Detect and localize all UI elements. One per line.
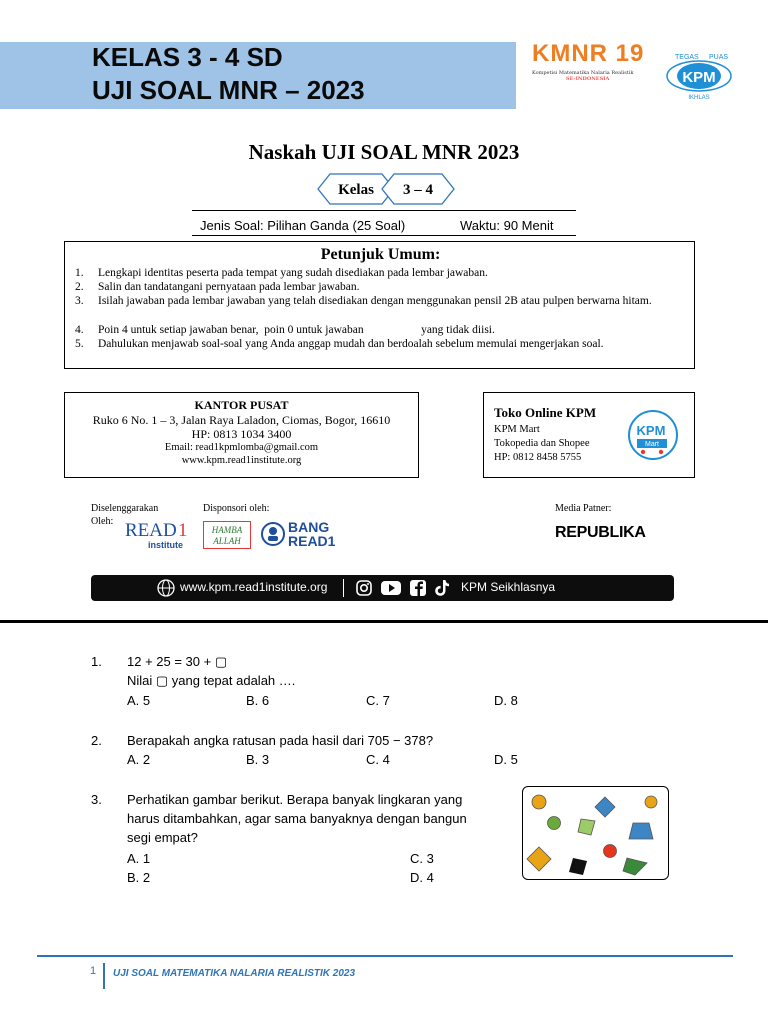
option-a[interactable]: A. 5 [127,693,151,708]
shop-title: Toko Online KPM [494,405,597,420]
option-a[interactable]: A. 2 [127,752,151,767]
parallelogram-shape [569,858,587,875]
footer-vertical-bar [103,963,105,989]
republika-logo: REPUBLIKA [555,524,646,541]
globe-icon [157,579,175,597]
instruction-number: 5. [75,338,84,350]
office-website: www.kpm.read1institute.org [181,455,302,466]
option-c[interactable]: C. 4 [366,752,390,767]
question-number: 2. [91,733,102,748]
footer-text: UJI SOAL MATEMATIKA NALARIA REALISTIK 2023 [113,968,356,979]
kmnr-logo-tagline: Kompetisi Matematika Nalaria Realistik [532,70,634,76]
shapes-figure-drawing [523,787,667,878]
question-text-line: Perhatikan gambar berikut. Berapa banyak lingkaran yang [127,792,463,807]
header-title-line2: UJI SOAL MNR – 2023 [92,75,365,105]
option-a[interactable]: A. 1 [127,851,151,866]
circle-shape [532,795,546,809]
instruction-number: 1. [75,267,84,279]
circle-shape [645,796,657,808]
circle-shape [548,817,561,830]
document-title: Naskah UJI SOAL MNR 2023 [248,140,520,164]
social-divider [343,579,344,597]
instructions-title: Petunjuk Umum: [320,246,441,263]
bang-read1-logo [261,518,341,550]
shapes-figure [522,786,669,880]
footer-rule [37,955,733,957]
kpm-logo-center: KPM [682,69,716,86]
question-number: 3. [91,792,102,807]
option-d[interactable]: D. 8 [494,693,518,708]
instruction-text: Poin 4 untuk setiap jawaban benar, poin 0 untuk jawaban yang tidak diisi. [98,324,495,336]
hamba-line2: ALLAH [213,536,241,546]
instructions-box [64,241,695,369]
instruction-number: 3. [75,295,84,307]
instagram-icon[interactable] [356,580,372,596]
kmnr-logo-subtitle: SE-INDONESIA [566,76,610,82]
social-handle[interactable]: KPM Seikhlasnya [461,580,556,594]
instruction-text: Isilah jawaban pada lembar jawaban yang telah disediakan dengan menggunakan pensil 2B atau pulpen berwarna hitam. [98,295,652,307]
kpm-logo [657,50,741,102]
read1-sub: institute [148,540,183,550]
kpm-logo-top-left: TEGAS [675,54,699,61]
office-phone: HP: 0813 1034 3400 [191,427,292,441]
footer-page-number: 1 [90,965,97,977]
kpm-mart-logo [627,409,679,461]
meta-waktu: Waktu: 90 Menit [460,218,554,233]
option-c[interactable]: C. 3 [410,851,434,866]
kpm-logo-top-right: PUAS [709,54,729,61]
option-b[interactable]: B. 6 [246,693,270,708]
bang-line1: BANG [288,519,330,535]
facebook-icon[interactable] [410,580,426,596]
read1-digit: 1 [178,520,188,541]
option-c[interactable]: C. 7 [366,693,390,708]
header-title-line1: KELAS 3 - 4 SD [92,42,283,72]
instruction-text: Dahulukan menjawab soal-soal yang Anda anggap mudah dan berdoalah sebelum memulai mengerjakan soal. [98,338,604,350]
instruction-number: 4. [75,324,84,336]
read1-institute-logo [125,517,195,551]
circle-shape [604,845,617,858]
media-partner-label: Media Patner: [555,503,612,514]
kpm-mart-logo-sub: Mart [645,441,659,448]
kelas-value: 3 – 4 [403,182,433,198]
kpm-mart-logo-word: KPM [636,423,666,438]
organizer-label-oleh: Oleh: [91,516,114,527]
social-website[interactable]: www.kpm.read1institute.org [180,580,328,594]
question-number: 1. [91,654,102,669]
office-email: Email: read1kpmlomba@gmail.com [164,442,319,453]
question-text-line: Berapakah angka ratusan pada hasil dari 705 − 378? [127,733,434,748]
instruction-text: Lengkapi identitas peserta pada tempat yang sudah disediakan pada lembar jawaban. [98,267,488,279]
kelas-label: Kelas [338,182,374,198]
tiktok-icon[interactable] [434,579,450,597]
instruction-number: 2. [75,281,84,293]
kpm-logo-bottom: IKHLAS [688,95,710,101]
option-d[interactable]: D. 5 [494,752,518,767]
bang-line2: READ1 [288,533,336,549]
hamba-allah-logo [203,521,251,549]
option-b[interactable]: B. 3 [246,752,270,767]
read1-word: READ [125,520,177,541]
shop-line2: Tokopedia dan Shopee [494,438,590,449]
question-text-line: Nilai ▢ yang tepat adalah …. [127,673,296,688]
section-divider [0,620,768,623]
sponsor-label: Disponsori oleh: [203,503,270,514]
youtube-icon[interactable] [381,580,401,596]
option-b[interactable]: B. 2 [127,870,151,885]
kmnr-logo-word: KMNR 19 [532,40,645,67]
meta-jenis-soal: Jenis Soal: Pilihan Ganda (25 Soal) [200,218,406,233]
instruction-text: Salin dan tandatangani pernyataan pada lembar jawaban. [98,281,360,293]
shop-line1: KPM Mart [494,424,540,435]
question-text-line: segi empat? [127,830,198,845]
diamond-shape [595,797,615,817]
question-text-line: 12 + 25 = 30 + ▢ [127,654,228,669]
quadrilateral-shape [578,819,595,835]
quadrilateral-shape [623,858,647,875]
shop-line3: HP: 0812 8458 5755 [494,452,582,463]
diamond-shape [527,847,551,871]
kelas-badge [316,172,456,206]
office-title: KANTOR PUSAT [194,398,289,412]
office-address: Ruko 6 No. 1 – 3, Jalan Raya Laladon, Ciomas, Bogor, 16610 [92,413,391,427]
trapezoid-shape [629,823,653,839]
hamba-line1: HAMBA [211,525,243,535]
office-box [64,392,419,478]
question-text-line: harus ditambahkan, agar sama banyaknya dengan bangun [127,811,467,826]
kmnr-logo [532,40,650,82]
shop-box [483,392,695,478]
organizer-label: Diselenggarakan [91,503,159,514]
option-d[interactable]: D. 4 [410,870,434,885]
social-bar [91,575,674,601]
